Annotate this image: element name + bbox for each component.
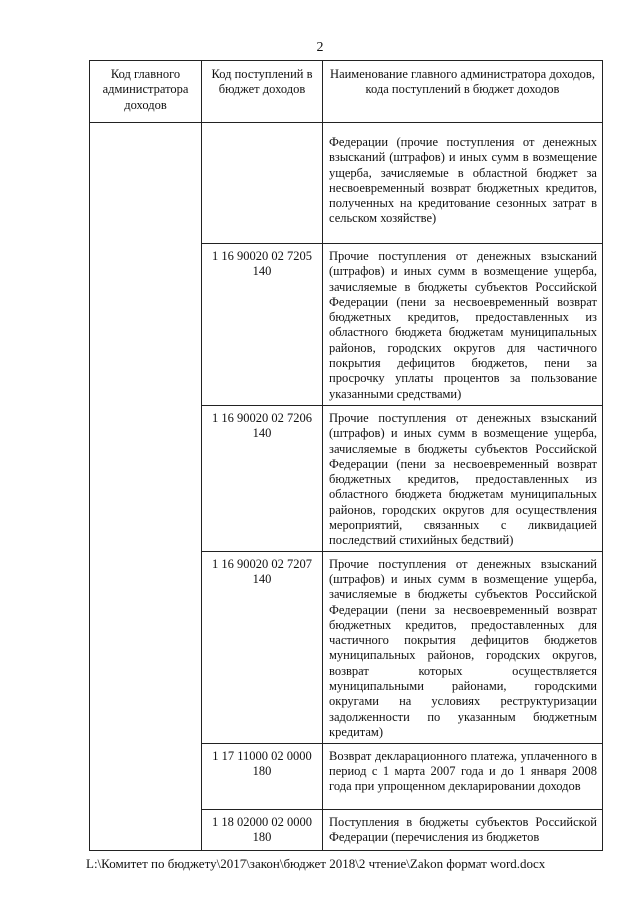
- revenue-code-cell: 1 16 90020 02 7206 140: [202, 406, 323, 552]
- revenue-name-cell: Прочие поступления от денежных взысканий (штрафов) и иных сумм в возмещение ущерба, зачисляемые в бюджеты субъектов Российской Федерации (пени за несвоевременный возврат бюджетных кредитов, предоставленных из областного бюджета бюджетам муниципальных районов, городских округов для частичного покрытия дефицитов бюджетов, пени за просрочку уплаты процентов за пользование указанными средствами): [323, 244, 603, 406]
- revenue-name-cell: Федерации (прочие поступления от денежных взысканий (штрафов) и иных сумм в возмещение ущерба, зачисляемые в областной бюджет за несвоевременный возврат бюджетных кредитов, полученных на кредитование сезонных затрат в сельском хозяйстве): [323, 123, 603, 244]
- header-name: Наименование главного администратора доходов, кода поступлений в бюджет доходов: [323, 61, 603, 123]
- revenue-code-cell: 1 16 90020 02 7205 140: [202, 244, 323, 406]
- revenue-code-cell: 1 18 02000 02 0000 180: [202, 809, 323, 850]
- revenue-name-cell: Прочие поступления от денежных взысканий (штрафов) и иных сумм в возмещение ущерба, зачисляемые в бюджеты субъектов Российской Федерации (пени за несвоевременный возврат бюджетных кредитов, предоставленных для частичного покрытия дефицитов бюджетов муниципальных районов, городских округов, возврат которых осуществляется муниципальными районами, городскими округами на условиях реструктуризации задолженности по указанным бюджетным кредитам): [323, 551, 603, 743]
- file-path-footer: L:\Комитет по бюджету\2017\закон\бюджет 2018\2 чтение\Zakon формат word.docx: [86, 856, 546, 871]
- table-header-row: [90, 61, 603, 123]
- header-admin-code: Код главного администратора доходов: [90, 61, 202, 123]
- revenue-name-cell: Прочие поступления от денежных взысканий (штрафов) и иных сумм в возмещение ущерба, зачисляемые в бюджеты субъектов Российской Федерации (пени за несвоевременный возврат бюджетных кредитов, предоставленных из областного бюджета бюджетам муниципальных районов, городских округов для осуществления мероприятий, связанных с ликвидацией последствий стихийных бедствий): [323, 406, 603, 552]
- header-revenue-code: Код поступлений в бюджет доходов: [202, 61, 323, 123]
- admin-code-cell: [90, 123, 202, 851]
- revenue-name-cell: Возврат декларационного платежа, уплаченного в период с 1 марта 2007 года и до 1 января 2008 года при упрощенном декларировании доходов: [323, 743, 603, 809]
- revenue-code-cell: [202, 123, 323, 244]
- revenue-code-cell: 1 17 11000 02 0000 180: [202, 743, 323, 809]
- revenue-code-cell: 1 16 90020 02 7207 140: [202, 551, 323, 743]
- revenue-name-cell: Поступления в бюджеты субъектов Российской Федерации (перечисления из бюджетов: [323, 809, 603, 850]
- page-number: 2: [316, 40, 324, 55]
- table-row: [90, 123, 603, 244]
- revenue-administrators-table: [89, 60, 603, 851]
